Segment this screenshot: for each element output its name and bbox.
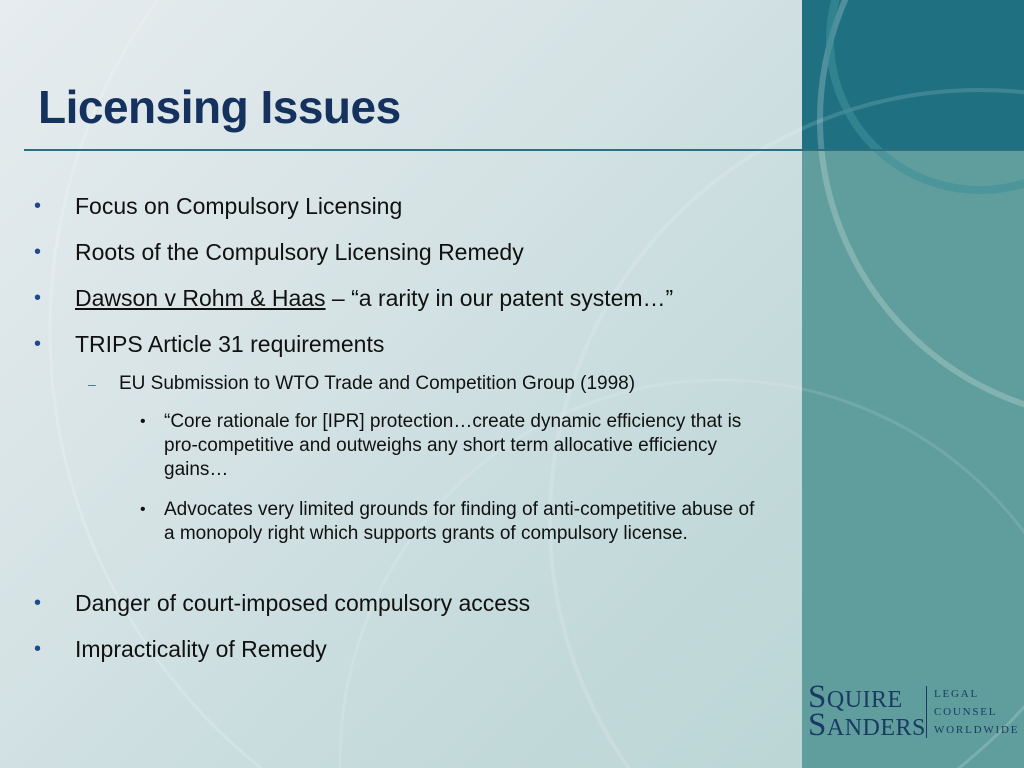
sub-bullet-item: EU Submission to WTO Trade and Competition Group (1998) bbox=[119, 373, 636, 394]
bullet-marker: • bbox=[34, 287, 42, 309]
logo-tagline: WORLDWIDE bbox=[934, 724, 1020, 736]
bullet-item: Impracticality of Remedy bbox=[75, 636, 327, 662]
bullet-marker: • bbox=[34, 241, 42, 263]
bullet-item: Danger of court-imposed compulsory access bbox=[75, 590, 531, 616]
bullet-item: TRIPS Article 31 requirements bbox=[75, 331, 385, 357]
sub-sub-bullet-item: “Core rationale for [IPR] protection…create dynamic efficiency that is pro-competitive and outweighs any short term allocative efficiency gains… bbox=[164, 411, 742, 480]
bullet-marker: • bbox=[34, 333, 42, 355]
case-link[interactable]: Dawson v Rohm & Haas bbox=[75, 285, 326, 311]
bullet-item: Focus on Compulsory Licensing bbox=[75, 193, 403, 219]
bullet-item bbox=[75, 284, 673, 312]
bullet-marker: • bbox=[140, 501, 146, 518]
bullet-item: Roots of the Compulsory Licensing Remedy bbox=[75, 239, 524, 265]
bullet-marker: • bbox=[34, 195, 42, 217]
squire-sanders-logo bbox=[808, 679, 1020, 743]
bullet-marker: • bbox=[34, 638, 42, 660]
logo-line-2: SANDERS bbox=[808, 707, 926, 743]
bullet-item-text: – “a rarity in our patent system…” bbox=[325, 285, 674, 311]
logo-separator bbox=[926, 686, 927, 738]
logo-tagline: LEGAL bbox=[934, 688, 980, 700]
bullet-marker: • bbox=[34, 592, 42, 614]
logo-line-1: SQUIRE bbox=[808, 679, 903, 715]
logo-tagline: COUNSEL bbox=[934, 706, 998, 718]
sub-sub-bullet-item: Advocates very limited grounds for finding of anti-competitive abuse of a monopoly right which supports grants of compulsory license. bbox=[164, 499, 755, 544]
bullet-marker: • bbox=[140, 413, 146, 430]
dash-marker: – bbox=[88, 376, 96, 392]
slide-title: Licensing Issues bbox=[38, 81, 401, 133]
